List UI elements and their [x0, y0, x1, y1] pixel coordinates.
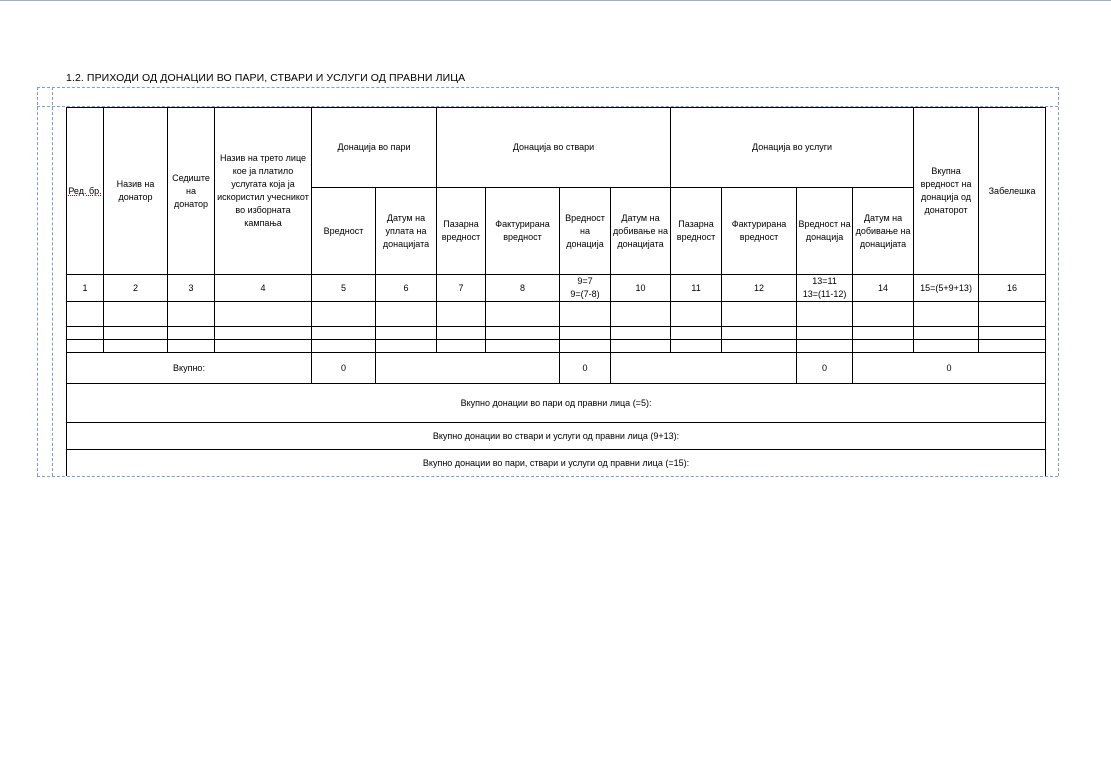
- table-cell[interactable]: [67, 302, 104, 327]
- subheader-stvari-datum: Датум на добивање на донацијата: [611, 188, 671, 275]
- header-red-br: Ред. бр.: [67, 108, 104, 275]
- table-cell[interactable]: [437, 302, 486, 327]
- summary-stvari-uslugi-total[interactable]: Вкупно донации во ствари и услуги од правни лица (9+13):: [67, 423, 1046, 450]
- table-cell[interactable]: [437, 340, 486, 353]
- guide-bottom: [37, 476, 1058, 477]
- table-cell[interactable]: [104, 340, 168, 353]
- table-cell[interactable]: [215, 302, 312, 327]
- table-row: [67, 340, 1046, 353]
- subheader-pari-datum: Датум на уплата на донацијата: [376, 188, 437, 275]
- totals-gap-1: [376, 353, 560, 384]
- colnum-13-formula-b: 13=(11-12): [802, 289, 847, 299]
- colnum-5: 5: [312, 275, 376, 302]
- header-naziv-treto-lice: Назив на трето лице кое ја платило услугата која ја искористил учесникот во изборната кампања: [215, 108, 312, 275]
- table-cell[interactable]: [853, 327, 914, 340]
- header-sediste: Седиште на донатор: [168, 108, 215, 275]
- colnum-10: 10: [611, 275, 671, 302]
- guide-right: [1058, 87, 1059, 476]
- table-cell[interactable]: [104, 302, 168, 327]
- column-number-row: [67, 275, 1046, 302]
- subheader-uslugi-vrednost: Вредност на донација: [797, 188, 853, 275]
- colnum-15: 15=(5+9+13): [914, 275, 979, 302]
- header-donacija-uslugi: Донација во услуги: [671, 108, 914, 188]
- table-cell[interactable]: [722, 327, 797, 340]
- table-cell[interactable]: [914, 302, 979, 327]
- subheader-uslugi-pazarna: Пазарна вредност: [671, 188, 722, 275]
- header-vkupna-vrednost: Вкупна вредност на донација од донаторот: [914, 108, 979, 275]
- table-cell[interactable]: [853, 302, 914, 327]
- table-cell[interactable]: [979, 327, 1046, 340]
- table-cell[interactable]: [853, 340, 914, 353]
- subheader-uslugi-datum: Датум на добивање на донацијата: [853, 188, 914, 275]
- colnum-14: 14: [853, 275, 914, 302]
- table-cell[interactable]: [797, 302, 853, 327]
- colnum-13-formula-a: 13=11: [812, 276, 837, 286]
- table-row: [67, 302, 1046, 327]
- subheader-uslugi-fakturirana: Фактурирана вредност: [722, 188, 797, 275]
- colnum-9-formula-a: 9=7: [577, 276, 593, 286]
- table-cell[interactable]: [611, 327, 671, 340]
- summary-row: [67, 384, 1046, 423]
- colnum-2: 2: [104, 275, 168, 302]
- table-cell[interactable]: [376, 340, 437, 353]
- subheader-stvari-pazarna: Пазарна вредност: [437, 188, 486, 275]
- colnum-13: [797, 275, 853, 302]
- table-cell[interactable]: [376, 327, 437, 340]
- table-cell[interactable]: [104, 327, 168, 340]
- table-cell[interactable]: [67, 340, 104, 353]
- total-uslugi[interactable]: 0: [797, 353, 853, 384]
- summary-grand-total[interactable]: Вкупно донации во пари, ствари и услуги од правни лица (=15):: [67, 450, 1046, 477]
- table-cell[interactable]: [312, 327, 376, 340]
- guide-top: [37, 87, 1058, 88]
- header-donacija-pari: Донација во пари: [312, 108, 437, 188]
- table-cell[interactable]: [671, 302, 722, 327]
- table-cell[interactable]: [914, 340, 979, 353]
- table-cell[interactable]: [722, 302, 797, 327]
- table-cell[interactable]: [312, 340, 376, 353]
- summary-row: [67, 450, 1046, 477]
- window-top-border: [0, 0, 1111, 1]
- table-cell[interactable]: [168, 340, 215, 353]
- colnum-4: 4: [215, 275, 312, 302]
- summary-row: [67, 423, 1046, 450]
- table-cell[interactable]: [168, 327, 215, 340]
- table-cell[interactable]: [560, 340, 611, 353]
- donations-table: [66, 107, 1046, 476]
- table-cell[interactable]: [67, 327, 104, 340]
- colnum-16: 16: [979, 275, 1046, 302]
- table-cell[interactable]: [797, 327, 853, 340]
- table-cell[interactable]: [486, 340, 560, 353]
- colnum-11: 11: [671, 275, 722, 302]
- colnum-3: 3: [168, 275, 215, 302]
- summary-pari-total[interactable]: Вкупно донации во пари од правни лица (=5):: [67, 384, 1046, 423]
- header-donacija-stvari: Донација во ствари: [437, 108, 671, 188]
- table-cell[interactable]: [312, 302, 376, 327]
- table-cell[interactable]: [914, 327, 979, 340]
- subheader-pari-vrednost: Вредност: [312, 188, 376, 275]
- total-vkupno[interactable]: 0: [853, 353, 1046, 384]
- totals-gap-2: [611, 353, 797, 384]
- total-stvari[interactable]: 0: [560, 353, 611, 384]
- table-cell[interactable]: [215, 327, 312, 340]
- section-title: 1.2. ПРИХОДИ ОД ДОНАЦИИ ВО ПАРИ, СТВАРИ И УСЛУГИ ОД ПРАВНИ ЛИЦА: [66, 72, 466, 84]
- table-cell[interactable]: [486, 302, 560, 327]
- total-pari[interactable]: 0: [312, 353, 376, 384]
- table-cell[interactable]: [560, 302, 611, 327]
- colnum-9-formula-b: 9=(7-8): [570, 289, 600, 299]
- table-cell[interactable]: [722, 340, 797, 353]
- subheader-stvari-fakturirana: Фактурирана вредност: [486, 188, 560, 275]
- table-cell[interactable]: [979, 302, 1046, 327]
- colnum-12: 12: [722, 275, 797, 302]
- table-cell[interactable]: [797, 340, 853, 353]
- header-row: [67, 108, 1046, 188]
- table-row: [67, 327, 1046, 340]
- colnum-9: [560, 275, 611, 302]
- table-cell[interactable]: [215, 340, 312, 353]
- header-zabeleska: Забелешка: [979, 108, 1046, 275]
- table-cell[interactable]: [611, 302, 671, 327]
- subheader-stvari-vrednost: Вредност на донација: [560, 188, 611, 275]
- colnum-6: 6: [376, 275, 437, 302]
- table-cell[interactable]: [671, 327, 722, 340]
- colnum-7: 7: [437, 275, 486, 302]
- table-cell[interactable]: [486, 327, 560, 340]
- table-cell[interactable]: [376, 302, 437, 327]
- table-cell[interactable]: [560, 327, 611, 340]
- table-cell[interactable]: [671, 340, 722, 353]
- colnum-1: 1: [67, 275, 104, 302]
- header-naziv-donator: Назив на донатор: [104, 108, 168, 275]
- guide-left-outer: [37, 87, 38, 476]
- colnum-8: 8: [486, 275, 560, 302]
- totals-label: Вкупно:: [67, 353, 312, 384]
- totals-row: [67, 353, 1046, 384]
- table-cell[interactable]: [437, 327, 486, 340]
- table-cell[interactable]: [168, 302, 215, 327]
- table-cell[interactable]: [979, 340, 1046, 353]
- table-cell[interactable]: [611, 340, 671, 353]
- guide-left-inner: [52, 87, 53, 476]
